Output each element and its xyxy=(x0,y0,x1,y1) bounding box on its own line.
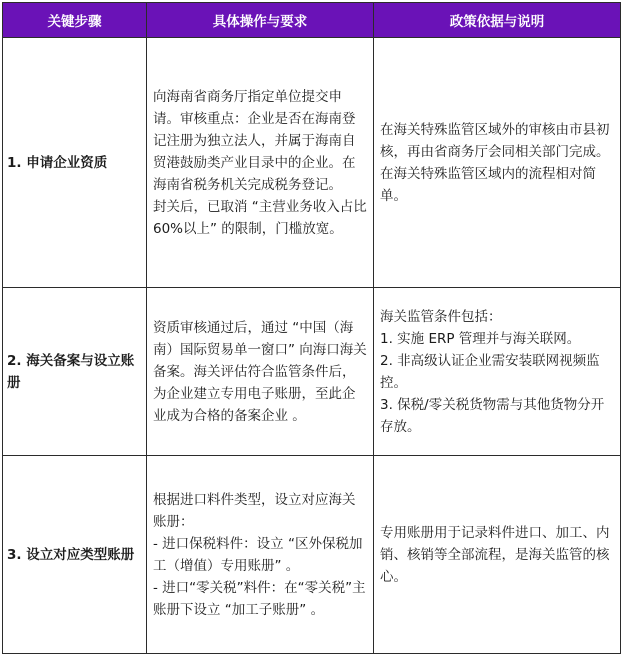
policy-text: 2. 非高级认证企业需安装联网视频监控。 xyxy=(380,352,600,391)
header-operations: 具体操作与要求 xyxy=(147,3,374,38)
policy-text: 专用账册用于记录料件进口、加工、内销、核销等全部流程，是海关监管的核心。 xyxy=(380,524,610,585)
step-cell: 3. 设立对应类型账册 xyxy=(3,456,147,654)
operations-text: - 进口保税料件：设立 “区外保税加工（增值）专用账册” 。 xyxy=(153,535,363,574)
operations-text: 向海南省商务厅指定单位提交申请。审核重点：企业是否在海南登记注册为独立法人，并属于海南自贸港鼓励类产业目录中的企业。在海南省税务机关完成税务登记。 xyxy=(153,88,356,193)
table-row xyxy=(3,288,621,456)
header-policy: 政策依据与说明 xyxy=(374,3,621,38)
operations-text: 封关后，已取消 “主营业务收入占比 60%以上” 的限制，门槛放宽。 xyxy=(153,198,367,237)
step-cell: 2. 海关备案与设立账册 xyxy=(3,288,147,456)
header-key-steps: 关键步骤 xyxy=(3,3,147,38)
operations-cell xyxy=(147,288,374,456)
operations-text: - 进口“零关税”料件：在“零关税”主账册下设立 “加工子账册” 。 xyxy=(153,579,366,618)
policy-text: 在海关特殊监管区域外的审核由市县初核，再由省商务厅会同相关部门完成。在海关特殊监管区域内的流程相对简单。 xyxy=(380,121,610,204)
policy-text: 海关监管条件包括： xyxy=(380,308,502,325)
policy-cell xyxy=(374,288,621,456)
operations-cell xyxy=(147,38,374,288)
operations-text: 根据进口料件类型，设立对应海关账册： xyxy=(153,491,356,530)
policy-text: 3. 保税/零关税货物需与其他货物分开存放。 xyxy=(380,396,605,435)
table-header xyxy=(3,3,621,38)
policy-cell xyxy=(374,456,621,654)
table-row xyxy=(3,456,621,654)
policy-steps-table xyxy=(2,2,621,654)
operations-text: 资质审核通过后，通过 “中国（海南）国际贸易单一窗口” 向海口海关备案。海关评估符合监管条件后，为企业建立专用电子账册，至此企业成为合格的备案企业 。 xyxy=(153,319,367,424)
policy-text: 1. 实施 ERP 管理并与海关联网。 xyxy=(380,330,581,347)
step-cell: 1. 申请企业资质 xyxy=(3,38,147,288)
policy-cell xyxy=(374,38,621,288)
table-row xyxy=(3,38,621,288)
policy-table-container xyxy=(2,2,620,655)
operations-cell xyxy=(147,456,374,654)
